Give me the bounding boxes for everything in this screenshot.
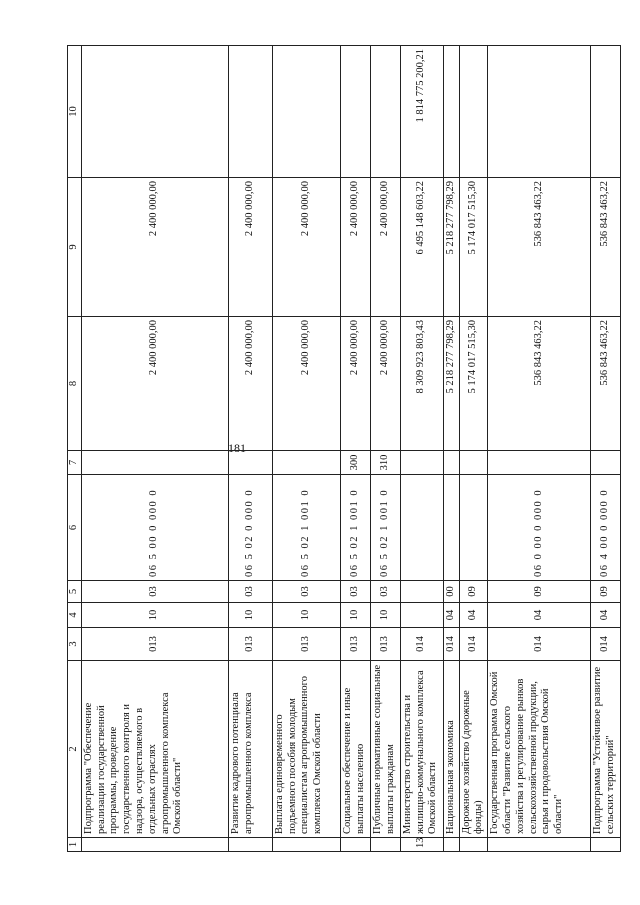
cell-col-4: 10 (81, 603, 228, 628)
cell-col-8: 2 400 000,00 (228, 317, 272, 451)
cell-col-8: 2 400 000,00 (81, 317, 228, 451)
cell-col-1 (272, 838, 340, 852)
cell-col-1 (591, 838, 621, 852)
cell-col-8: 2 400 000,00 (272, 317, 340, 451)
cell-col-8: 536 843 463,22 (591, 317, 621, 451)
cell-col-9: 2 400 000,00 (228, 178, 272, 317)
cell-col-6: 06 5 02 0 000 0 (228, 475, 272, 581)
cell-col-8: 5 174 017 515,30 (459, 317, 488, 451)
cell-col-7 (488, 451, 591, 475)
cell-col-9: 536 843 463,22 (591, 178, 621, 317)
cell-col-7: 310 (370, 451, 400, 475)
cell-col-1: 13 (400, 838, 443, 852)
cell-col-10 (488, 46, 591, 178)
cell-col-9: 5 218 277 798,29 (443, 178, 459, 317)
cell-col-6: 06 5 02 1 001 0 (340, 475, 370, 581)
header-cell: 6 (68, 475, 82, 581)
page-number: 181 (228, 441, 246, 455)
cell-col-4: 04 (443, 603, 459, 628)
cell-col-5: 00 (443, 581, 459, 603)
cell-col-7 (400, 451, 443, 475)
cell-col-3: 013 (340, 628, 370, 661)
cell-col-5: 03 (272, 581, 340, 603)
cell-col-9: 2 400 000,00 (272, 178, 340, 317)
cell-col-8: 2 400 000,00 (340, 317, 370, 451)
cell-col-5: 03 (81, 581, 228, 603)
table-row (370, 46, 400, 852)
cell-col-6: 06 4 00 0 000 0 (591, 475, 621, 581)
cell-col-6 (443, 475, 459, 581)
cell-col-10 (370, 46, 400, 178)
header-cell: 1 (68, 838, 82, 852)
table-row (81, 46, 228, 852)
header-cell: 4 (68, 603, 82, 628)
header-row (68, 46, 82, 852)
cell-col-4: 10 (228, 603, 272, 628)
cell-col-4 (400, 603, 443, 628)
cell-col-4: 04 (459, 603, 488, 628)
cell-col-8: 8 309 923 803,43 (400, 317, 443, 451)
cell-col-1 (228, 838, 272, 852)
cell-col-10 (591, 46, 621, 178)
cell-col-7: 300 (340, 451, 370, 475)
header-cell: 8 (68, 317, 82, 451)
cell-col-10: 1 814 775 200,21 (400, 46, 443, 178)
header-cell: 7 (68, 451, 82, 475)
table-row (272, 46, 340, 852)
cell-col-3: 014 (488, 628, 591, 661)
cell-col-6: 06 0 00 0 000 0 (488, 475, 591, 581)
cell-col-9: 536 843 463,22 (488, 178, 591, 317)
cell-col-6 (400, 475, 443, 581)
cell-col-9: 6 495 148 603,22 (400, 178, 443, 317)
cell-col-7 (81, 451, 228, 475)
cell-col-1 (488, 838, 591, 852)
cell-col-10 (228, 46, 272, 178)
cell-col-3: 014 (591, 628, 621, 661)
cell-col-9: 2 400 000,00 (370, 178, 400, 317)
cell-col-8: 2 400 000,00 (370, 317, 400, 451)
cell-col-5: 09 (459, 581, 488, 603)
cell-col-6: 06 5 00 0 000 0 (81, 475, 228, 581)
cell-col-4: 10 (370, 603, 400, 628)
cell-col-9: 2 400 000,00 (81, 178, 228, 317)
cell-col-2: Публичные нормативные социальные выплаты гражданам (370, 661, 400, 838)
cell-col-2: Дорожное хозяйство (дорожные фонды) (459, 661, 488, 838)
cell-col-8: 536 843 463,22 (488, 317, 591, 451)
cell-col-5 (400, 581, 443, 603)
cell-col-2: Министерство строительства и жилищно-коммунального комплекса Омской области (400, 661, 443, 838)
cell-col-2: Социальное обеспечение и иные выплаты населению (340, 661, 370, 838)
cell-col-10 (443, 46, 459, 178)
cell-col-1 (340, 838, 370, 852)
cell-col-3: 013 (370, 628, 400, 661)
cell-col-5: 03 (370, 581, 400, 603)
cell-col-5: 09 (591, 581, 621, 603)
cell-col-6: 06 5 02 1 001 0 (370, 475, 400, 581)
cell-col-4: 10 (272, 603, 340, 628)
cell-col-5: 03 (228, 581, 272, 603)
cell-col-2: Развитие кадрового потенциала агропромышленного комплекса (228, 661, 272, 838)
cell-col-7 (459, 451, 488, 475)
cell-col-8: 5 218 277 798,29 (443, 317, 459, 451)
cell-col-3: 013 (272, 628, 340, 661)
cell-col-2: Государственная программа Омской области "Развитие сельского хозяйства и регулирование рынков сельскохозяйственной продукции, сырья и продовольствия Омской области" (488, 661, 591, 838)
cell-col-9: 5 174 017 515,30 (459, 178, 488, 317)
table-row (228, 46, 272, 852)
cell-col-7 (591, 451, 621, 475)
cell-col-3: 014 (400, 628, 443, 661)
cell-col-10 (340, 46, 370, 178)
cell-col-4: 04 (488, 603, 591, 628)
cell-col-10 (459, 46, 488, 178)
header-cell: 2 (68, 661, 82, 838)
cell-col-4: 10 (340, 603, 370, 628)
cell-col-6: 06 5 02 1 001 0 (272, 475, 340, 581)
header-cell: 5 (68, 581, 82, 603)
header-cell: 9 (68, 178, 82, 317)
cell-col-7 (228, 451, 272, 475)
table-row (400, 46, 443, 852)
cell-col-6 (459, 475, 488, 581)
table-row (459, 46, 488, 852)
cell-col-2: Подпрограмма "Устойчивое развитие сельских территорий" (591, 661, 621, 838)
cell-col-1 (370, 838, 400, 852)
cell-col-1 (81, 838, 228, 852)
cell-col-3: 013 (81, 628, 228, 661)
cell-col-9: 2 400 000,00 (340, 178, 370, 317)
budget-table (67, 45, 621, 852)
cell-col-5: 09 (488, 581, 591, 603)
cell-col-7 (272, 451, 340, 475)
cell-col-1 (459, 838, 488, 852)
cell-col-4: 04 (591, 603, 621, 628)
cell-col-10 (272, 46, 340, 178)
budget-table-rotated (67, 46, 616, 852)
table-row (591, 46, 621, 852)
cell-col-2: Подпрограмма "Обеспечение реализации государственной программы, проведение государственного контроля и надзора, осуществляемого в отдельных отраслях агропромышленного комплекса Омской области" (81, 661, 228, 838)
table-row (488, 46, 591, 852)
cell-col-3: 013 (228, 628, 272, 661)
cell-col-5: 03 (340, 581, 370, 603)
header-cell: 3 (68, 628, 82, 661)
cell-col-7 (443, 451, 459, 475)
header-cell: 10 (68, 46, 82, 178)
cell-col-2: Выплата единовременного подъемного пособия молодым специалистам агропромышленного комплекса Омской области (272, 661, 340, 838)
cell-col-3: 014 (443, 628, 459, 661)
cell-col-3: 014 (459, 628, 488, 661)
cell-col-10 (81, 46, 228, 178)
cell-col-2: Национальная экономика (443, 661, 459, 838)
cell-col-1 (443, 838, 459, 852)
table-row (443, 46, 459, 852)
table-row (340, 46, 370, 852)
